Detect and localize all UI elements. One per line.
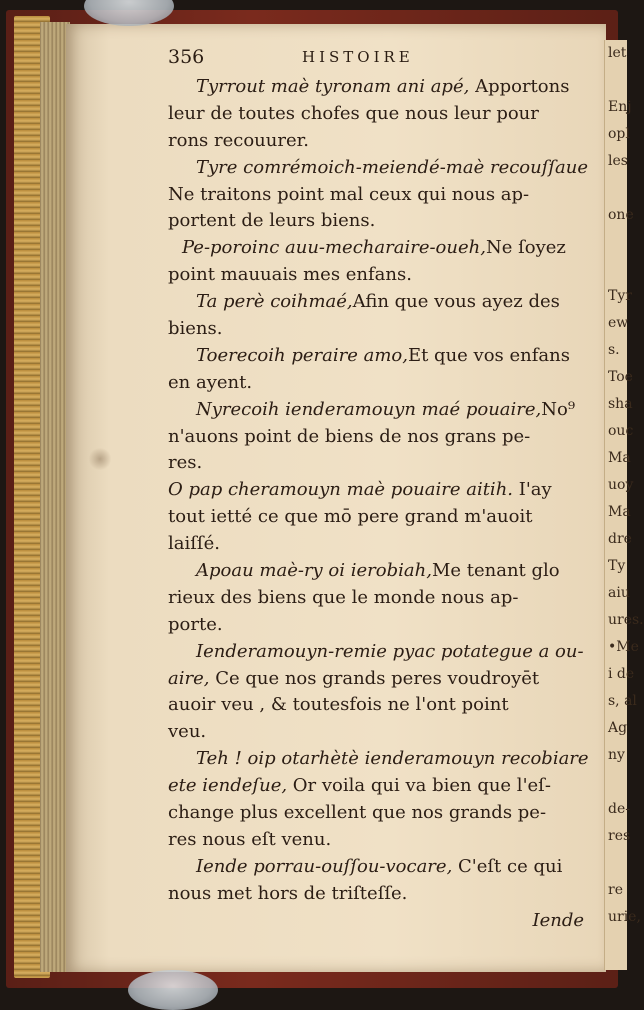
- facing-page-fragment: uoy: [608, 477, 634, 493]
- facing-page-fragment: Ma: [608, 504, 631, 520]
- text-line: en ayent.: [168, 371, 253, 393]
- facing-page-fragment: [605, 256, 627, 283]
- text-line: Iende porrau-ouſſou-vocare, C'eſt ce qui: [196, 855, 563, 877]
- facing-page-fragment: s, al: [608, 693, 637, 709]
- text-line: Apoau maè-ry oi ierobiah,Me tenant glo: [196, 560, 560, 582]
- text-line: leur de toutes chofes que nous leur pour: [168, 102, 539, 124]
- facing-page-fragment: [605, 850, 627, 877]
- facing-page-fragment: de-: [608, 801, 630, 817]
- facing-page-fragment: [605, 175, 627, 202]
- facing-page-fragment: Tyr: [608, 288, 632, 304]
- facing-page-fragment: ures.: [608, 612, 644, 628]
- facing-page-fragment: ny: [608, 747, 625, 763]
- facing-page-fragment: dre: [608, 531, 632, 547]
- text-line: Ta perè coihmaé,Afin que vous ayez des: [196, 291, 560, 313]
- text-line: Ienderamouyn-remie pyac potategue a ou-: [196, 640, 584, 662]
- facing-page-fragment: i de: [608, 666, 635, 682]
- text-line: O pap cheramouyn maè pouaire aitih. I'ay: [168, 479, 552, 501]
- facing-page-fragment: ew: [608, 315, 629, 331]
- text-line: point mauuais mes enfans.: [168, 264, 412, 286]
- facing-page-fragment: aiu: [608, 585, 630, 601]
- facing-page-fragment: •Me: [608, 639, 639, 655]
- text-line: Pe-poroinc auu-mecharaire-oueh,Ne ſoyez: [182, 237, 566, 259]
- text-line: Tyrrout maè tyronam ani apé, Apportons: [196, 76, 570, 97]
- text-line: n'auons point de biens de nos grans pe-: [168, 425, 531, 447]
- text-line: res nous eſt venu.: [168, 828, 332, 850]
- text-line: Tyre comrémoich-meiendé-maè recouſſaue: [196, 156, 589, 178]
- page-number: 356: [168, 46, 205, 68]
- facing-page-fragment: Ty: [608, 558, 626, 574]
- text-line: Nyrecoih ienderamouyn maé pouaire,No⁹: [196, 398, 576, 420]
- body-text: [168, 74, 589, 935]
- text-line: tout ietté ce que mō pere grand m'auoit: [168, 506, 533, 528]
- facing-page-fragment: let: [608, 45, 627, 61]
- facing-page-fragment: [605, 769, 627, 796]
- facing-page-fragment: [605, 229, 627, 256]
- facing-page-fragment: les: [608, 153, 628, 169]
- text-line: ete iendeſue, Or voila qui va bien que l'eſ-: [168, 775, 551, 797]
- text-line: change plus excellent que nos grands pe-: [168, 802, 547, 824]
- facing-page-fragment: ouc: [608, 423, 634, 439]
- text-line: portent de leurs biens.: [168, 210, 376, 232]
- text-line: Ne traitons point mal ceux qui nous ap-: [168, 183, 530, 205]
- text-line: aire, Ce que nos grands peres voudroyēt: [168, 667, 540, 689]
- text-line: rons recouurer.: [168, 129, 309, 151]
- text-line: nous met hors de triſteſſe.: [168, 882, 408, 904]
- facing-page-fragment: re: [608, 882, 623, 898]
- facing-page-fragment: sha: [608, 396, 633, 412]
- text-line: auoir veu , & toutesfois ne l'ont point: [168, 694, 509, 716]
- facing-page-fragment: Enj: [608, 99, 632, 115]
- facing-page-fragment: [605, 67, 627, 94]
- page-stain: [88, 448, 112, 470]
- facing-page-fragment: s.: [608, 342, 620, 358]
- running-head: HISTOIRE: [302, 48, 414, 66]
- page-header: [168, 46, 588, 70]
- facing-page-fragment: Toe: [608, 369, 633, 385]
- facing-page-edge: [604, 40, 644, 970]
- text-line: rieux des biens que le monde nous ap-: [168, 586, 519, 608]
- catchword: Iende: [532, 909, 584, 931]
- facing-page-fragment: one: [608, 207, 634, 223]
- text-line: laiſſé.: [168, 533, 220, 555]
- facing-page-fragment: res: [608, 828, 631, 844]
- facing-page-fragment: Ag: [608, 720, 628, 736]
- text-line: res.: [168, 452, 203, 474]
- text-line: Toerecoih peraire amo,Et que vos enfans: [196, 344, 570, 366]
- facing-page-fragment: opl: [608, 126, 630, 142]
- text-line: Teh ! oip otarhètè ienderamouyn recobiare: [196, 748, 589, 770]
- text-line: biens.: [168, 318, 223, 340]
- text-line: porte.: [168, 613, 223, 635]
- facing-page-fragment: urie,: [608, 909, 641, 925]
- page-clip-bottom: [128, 970, 218, 1010]
- text-line: veu.: [168, 721, 207, 743]
- facing-page-fragment: Ma: [608, 450, 631, 466]
